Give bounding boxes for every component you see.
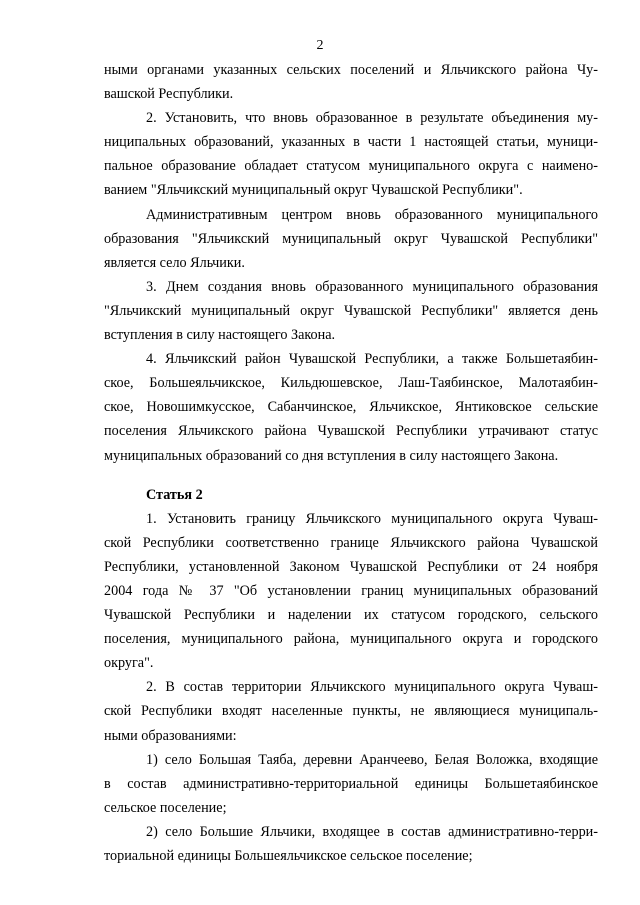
text-line: 2. В состав территории Яльчикского муниципального округа Чуваш- xyxy=(146,679,598,696)
text-line: образования "Яльчикский муниципальный округ Чувашской Республики" xyxy=(104,230,598,247)
article-paragraphs xyxy=(104,507,598,868)
text-line: Административным центром вновь образованного муниципального xyxy=(146,206,598,223)
text-line: "Яльчикский муниципальный округ Чувашской Республики" является день xyxy=(104,302,598,319)
text-line: ское, Новошимкусское, Сабанчинское, Яльчикское, Янтиковское сельские xyxy=(104,399,598,416)
text-line: 1. Установить границу Яльчикского муниципального округа Чуваш- xyxy=(146,510,598,527)
page-number: 2 xyxy=(316,38,324,53)
section-paragraph-3 xyxy=(104,203,598,275)
text-line: ными образованиями: xyxy=(104,727,237,744)
text-line: ными органами указанных сельских поселений и Яльчикского района Чу- xyxy=(104,62,598,78)
text-line: ское, Большеяльчикское, Кильдюшевское, Лаш-Таябинское, Малотаябин- xyxy=(104,375,598,392)
text-line: ниципальных образований, указанных в части 1 настоящей статьи, муници- xyxy=(104,134,598,151)
text-line: сельское поселение; xyxy=(104,799,227,816)
text-line: 2) село Большие Яльчики, входящее в состав административно-терри- xyxy=(146,823,598,840)
document-body xyxy=(104,58,598,868)
text-line: является село Яльчики. xyxy=(104,254,245,271)
text-line: 2. Установить, что вновь образованное в результате объединения му- xyxy=(146,110,598,127)
text-line: Чувашской Республики и наделении их статусом городского, сельского xyxy=(104,607,598,624)
text-line: муниципальных образований со дня вступления в силу настоящего Закона. xyxy=(104,447,559,464)
text-line: поселения, муниципального района, муниципального округа и городского xyxy=(104,631,598,648)
text-line: в состав административно-территориальной единицы Большетаябинское xyxy=(104,775,598,792)
text-line: ванием "Яльчикский муниципальный округ Чувашской Республики". xyxy=(104,182,523,199)
text-line: 2004 года № 37 "Об установлении границ муниципальных образований xyxy=(104,582,598,599)
text-line: Республики, установленной Законом Чувашской Республики от 24 ноября xyxy=(104,558,598,575)
text-line: 1) село Большая Таяба, деревни Аранчеево, Белая Воложка, входящие xyxy=(146,751,598,768)
text-line: поселения Яльчикского района Чувашской Республики утрачивают статус xyxy=(104,423,598,440)
text-line: округа". xyxy=(104,655,154,672)
text-line: ской Республики соответственно границе Яльчикского района Чувашской xyxy=(104,534,598,551)
article-paragraph-2 xyxy=(104,675,598,747)
text-line: ториальной единицы Большеяльчикское сельское поселение; xyxy=(104,848,473,864)
article-paragraph-1 xyxy=(104,507,598,676)
section-paragraph-5 xyxy=(104,347,598,467)
text-line: 4. Яльчикский район Чувашской Республики, а также Большетаябин- xyxy=(146,351,598,368)
article-paragraph-4 xyxy=(104,820,598,868)
section-paragraph-1 xyxy=(104,58,598,106)
text-line: 3. Днем создания вновь образованного муниципального образования xyxy=(146,278,598,295)
text-line: ской Республики входят населенные пункты, не являющиеся муниципаль- xyxy=(104,703,598,720)
top-paragraphs xyxy=(104,58,598,468)
text-line: вступления в силу настоящего Закона. xyxy=(104,327,336,344)
section-paragraph-2 xyxy=(104,106,598,202)
text-line: пальное образование обладает статусом муниципального округа с наимено- xyxy=(104,158,598,175)
text-line: вашской Республики. xyxy=(104,86,234,103)
article-paragraph-3 xyxy=(104,748,598,820)
section-paragraph-4 xyxy=(104,275,598,347)
article-heading: Статья 2 xyxy=(146,486,203,503)
